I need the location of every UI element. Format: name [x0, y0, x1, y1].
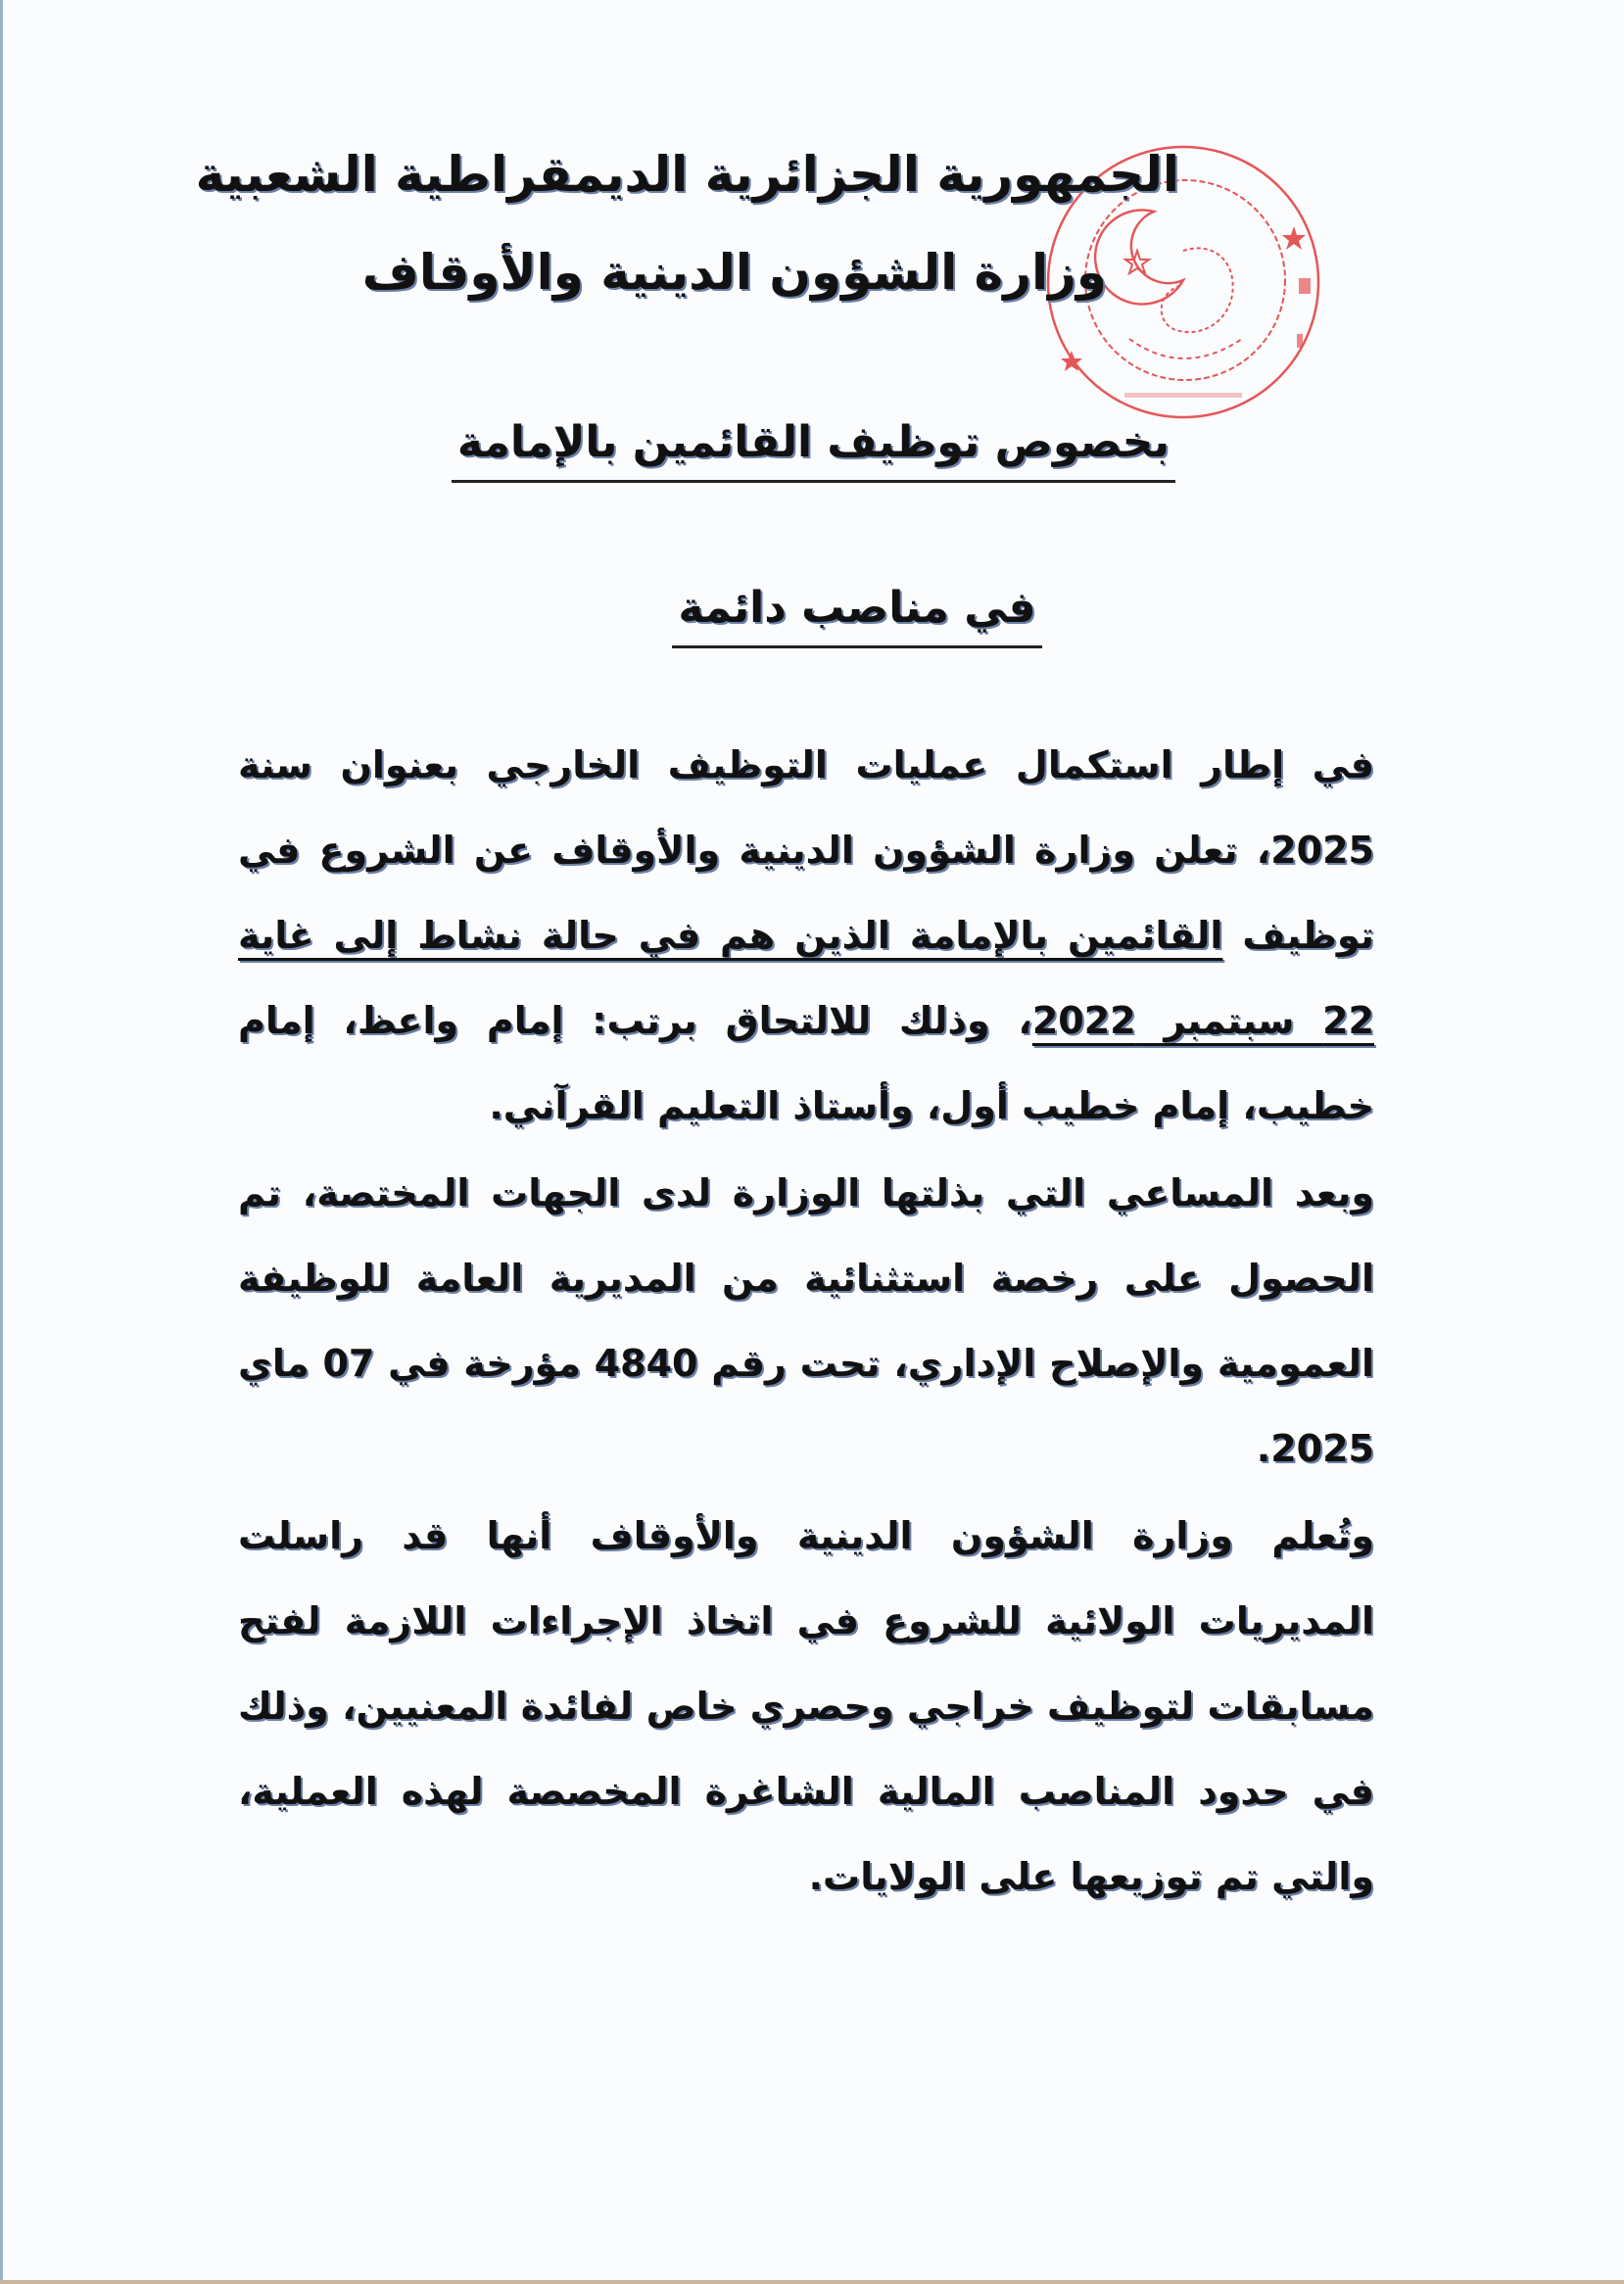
- country-name: الجمهورية الجزائرية الديمقراطية الشعبية: [195, 146, 1179, 203]
- subject-title-line1: بخصوص توظيف القائمين بالإمامة: [452, 411, 1175, 483]
- paragraph-announcement: [238, 723, 1374, 1149]
- paragraph-announcement-intro: في إطار استكمال عمليات التوظيف الخارجي بعنوان سنة 2025، تعلن وزارة الشؤون الدينية والأوقاف عن الشروع في توظيف: [238, 743, 1374, 957]
- eligibility-condition-underlined: القائمين بالإمامة الذين هم في حالة نشاط إلى غاية 22 سبتمبر 2022: [238, 914, 1374, 1042]
- scan-edge-bottom: [0, 2280, 1624, 2284]
- paragraph-directorates: وتُعلم وزارة الشؤون الدينية والأوقاف أنها قد راسلت المديريات الولائية للشروع في اتخاذ الإجراءات اللازمة لفتح مسابقات لتوظيف خراجي وحصري خاص لفائدة المعنيين، وذلك في حدود المناصب المالية الشاغرة المخصصة لهذه العملية، والتي تم توزيعها على الولايات.: [238, 1514, 1374, 1898]
- subject-block: [411, 411, 1215, 742]
- seal-star-icon: [1282, 226, 1306, 250]
- subject-title-line2: في مناصب دائمة: [672, 577, 1041, 648]
- paragraph-announcement-ranks: ، وذلك للالتحاق برتب: إمام واعظ، إمام خطيب، إمام خطيب أول، وأستاذ التعليم القرآني.: [238, 999, 1374, 1127]
- seal-branches: [1129, 339, 1242, 358]
- document-body: [238, 723, 1374, 1922]
- ministry-name: وزارة الشؤون الدينية والأوقاف: [361, 244, 1107, 301]
- letterhead: [195, 125, 1215, 321]
- paragraph-authorization: وبعد المساعي التي بذلتها الوزارة لدى الجهات المختصة، تم الحصول على رخصة استثنائية من المديرية العامة للوظيفة العمومية والإصلاح الإداري، تحت رقم 4840 مؤرخة في 07 ماي 2025.: [238, 1171, 1374, 1470]
- scan-edge-left: [0, 0, 3, 2284]
